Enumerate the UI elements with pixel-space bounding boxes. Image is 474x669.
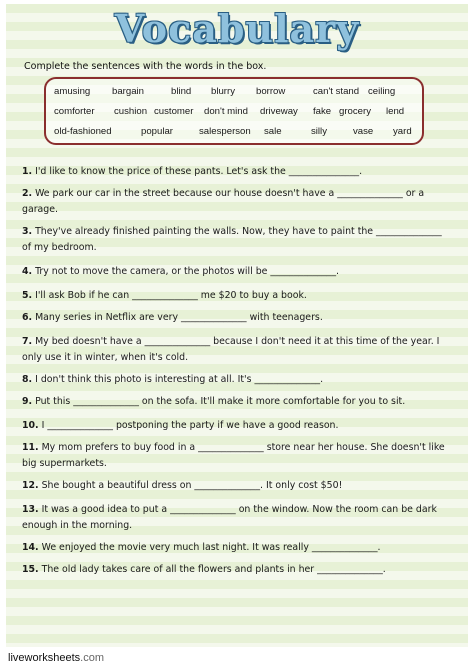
exercise-item [22, 440, 452, 472]
page-title: Vocabulary [114, 6, 360, 51]
word-bank-word: comforter [54, 106, 95, 117]
word-bank-word: bargain [112, 86, 145, 97]
word-bank-word: driveway [260, 106, 298, 117]
item-number: 4. [22, 266, 33, 277]
exercise-item [22, 562, 452, 578]
exercise-item [22, 478, 452, 494]
word-bank-word: vase [353, 126, 374, 137]
exercise-item [22, 540, 452, 556]
instructions: Complete the sentences with the words in the box. [24, 61, 267, 72]
item-number: 11. [22, 442, 39, 453]
item-text[interactable]: I ______________ postponing the party if we have a good reason. [41, 420, 339, 431]
item-number: 1. [22, 166, 33, 177]
exercise-item [22, 334, 452, 366]
item-number: 8. [22, 374, 33, 385]
word-bank-word: ceiling [368, 86, 396, 97]
item-number: 9. [22, 396, 33, 407]
word-bank-word: cushion [114, 106, 148, 117]
item-text[interactable]: I'll ask Bob if he can ______________ me $20 to buy a book. [35, 290, 307, 301]
exercise-item [22, 264, 452, 280]
item-number: 13. [22, 504, 39, 515]
exercise-item [22, 224, 452, 256]
word-bank-word: fake [313, 106, 332, 117]
exercise-item [22, 164, 452, 180]
footer-domain: .com [80, 652, 104, 664]
item-number: 10. [22, 420, 39, 431]
word-bank-word: amusing [54, 86, 91, 97]
word-bank-word: blind [171, 86, 192, 97]
item-number: 12. [22, 480, 39, 491]
word-bank-word: borrow [256, 86, 286, 97]
word-bank-word: old-fashioned [54, 126, 112, 137]
item-text[interactable]: My mom prefers to buy food in a ______________ store near her house. She doesn't like big supermarkets. [22, 442, 445, 469]
item-number: 6. [22, 312, 33, 323]
word-bank-word: lend [386, 106, 405, 117]
item-text[interactable]: We park our car in the street because our house doesn't have a ______________ or a garage. [22, 188, 425, 215]
word-bank-word: can't stand [313, 86, 360, 97]
item-text[interactable]: It was a good idea to put a ______________ on the window. Now the room can be dark enough in the morning. [22, 504, 437, 531]
item-text[interactable]: Many series in Netflix are very ______________ with teenagers. [35, 312, 323, 323]
word-bank-word: silly [311, 126, 327, 137]
word-bank-word: don't mind [204, 106, 248, 117]
item-number: 3. [22, 226, 33, 237]
item-number: 5. [22, 290, 33, 301]
footer-brand: liveworksheets [8, 652, 81, 664]
item-text[interactable]: Try not to move the camera, or the photos will be ______________. [35, 266, 340, 277]
exercise-item [22, 394, 452, 410]
footer-logo[interactable] [8, 652, 104, 664]
exercise-item [22, 186, 452, 218]
item-number: 15. [22, 564, 39, 575]
word-bank-word: customer [154, 106, 194, 117]
word-bank-word: grocery [339, 106, 371, 117]
item-number: 14. [22, 542, 39, 553]
item-text[interactable]: My bed doesn't have a ______________ because I don't need it at this time of the year. I only use it in winter, when it's cold. [22, 336, 440, 363]
word-bank-word: yard [393, 126, 412, 137]
exercise-item [22, 372, 452, 388]
exercise-item [22, 502, 452, 534]
word-bank-box [44, 77, 424, 145]
word-bank-word: sale [264, 126, 282, 137]
exercise-item [22, 310, 452, 326]
exercise-item [22, 418, 452, 434]
item-text[interactable]: We enjoyed the movie very much last night. It was really ______________. [41, 542, 381, 553]
item-text[interactable]: She bought a beautiful dress on ______________. It only cost $50! [41, 480, 343, 491]
exercise-item [22, 288, 452, 304]
item-text[interactable]: I don't think this photo is interesting at all. It's ______________. [35, 374, 324, 385]
item-text[interactable]: I'd like to know the price of these pants. Let's ask the _______________. [35, 166, 363, 177]
word-bank-word: popular [141, 126, 174, 137]
item-text[interactable]: The old lady takes care of all the flowers and plants in her ______________. [41, 564, 386, 575]
word-bank-word: salesperson [199, 126, 251, 137]
item-text[interactable]: They've already finished painting the walls. Now, they have to paint the ______________ of my bedroom. [22, 226, 442, 253]
item-number: 2. [22, 188, 33, 199]
item-number: 7. [22, 336, 33, 347]
item-text[interactable]: Put this ______________ on the sofa. It'll make it more comfortable for you to sit. [35, 396, 406, 407]
word-bank-word: blurry [211, 86, 235, 97]
worksheet-page [6, 4, 468, 647]
